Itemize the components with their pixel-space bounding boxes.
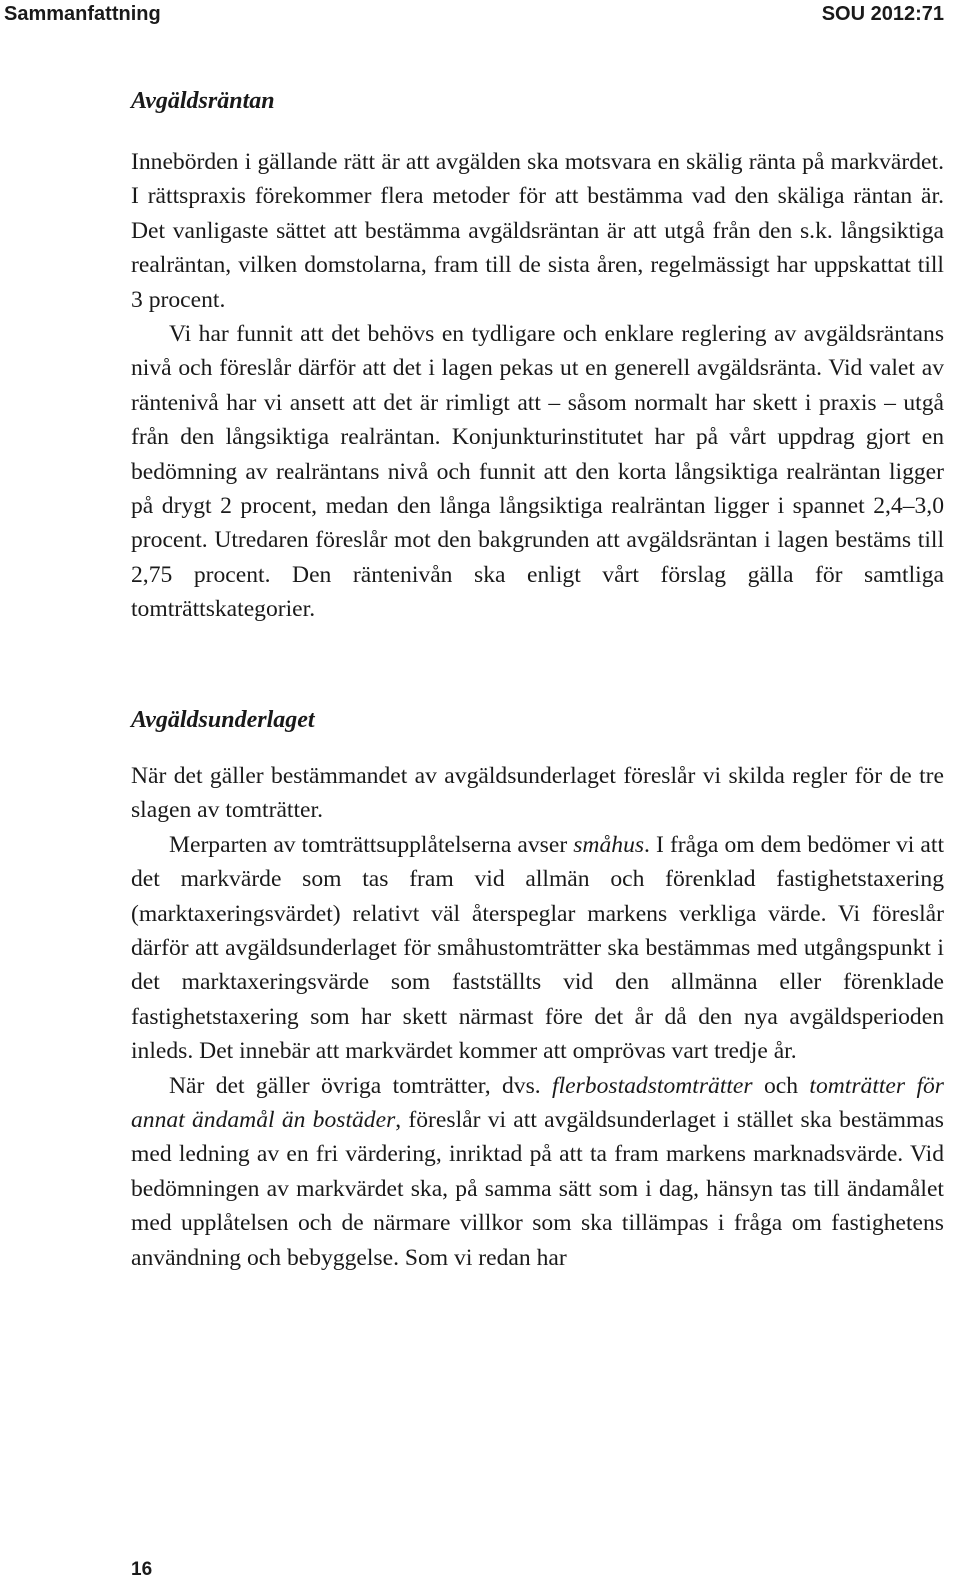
header-document-id: SOU 2012:71 <box>821 3 944 25</box>
emphasis-text: flerbostadstomträtter <box>552 1072 753 1099</box>
header-section-title: Sammanfattning <box>4 3 161 25</box>
section-heading: Avgäldsräntan <box>131 88 275 114</box>
emphasis-text: småhus <box>573 831 645 858</box>
paragraph-text: När det gäller övriga tomträtter, dvs. <box>169 1072 553 1099</box>
section-avgaldsunderlaget <box>131 705 944 1275</box>
section-heading: Avgäldsunderlaget <box>131 707 315 733</box>
paragraph: Innebörden i gällande rätt är att avgälden ska motsvara en skälig ränta på markvärdet. I rättspraxis förekommer flera metoder för att bestämma vad den skäliga räntan är. Det vanligaste sättet att bestämma avgäldsräntan är att utgå från den s.k. långsiktiga realräntan, vilken domstolarna, fram till de sista åren, regelmässigt har uppskattat till 3 procent. <box>131 149 944 313</box>
paragraph <box>131 828 944 1069</box>
paragraph-text: , föreslår vi att avgäldsunderlaget i stället ska bestämmas med ledning av en fri värdering, inriktad på att ta fram markens marknadsvärde. Vid bedömningen av markvärdet ska, på samma sätt som i dag, hänsyn tas till ändamålet med upplåtelsen och de närmare villkor som ska tillämpas i fråga om fastighetens användning och bebyggelse. Som vi redan har <box>131 1107 944 1271</box>
paragraph-text: . I fråga om dem bedömer vi att det markvärde som tas fram vid allmän och förenklad fastighetstaxering (marktaxeringsvärdet) relativt väl återspeglar markens verkliga värde. Vi föreslår därför att avgäldsunderlaget för småhustomträtter ska bestämmas med utgångspunkt i det marktaxeringsvärde som fastställts vid den allmänna eller förenklade fastighetstaxering som har skett närmast före det år då den nya avgäldsperioden inleds. Det innebär att markvärdet kommer att omprövas vart tredje år. <box>131 831 944 1065</box>
paragraph: Vi har funnit att det behövs en tydligare och enklare reglering av avgäldsräntans nivå och föreslår därför att det i lagen pekas ut en generell avgäldsränta. Vid valet av räntenivå har vi ansett att det är rimligt att – såsom normalt har skett i praxis – utgå från den långsiktiga realräntan. Konjunkturinstitutet har på vårt uppdrag gjort en bedömning av realräntans nivå och funnit att den korta långsiktiga realräntan ligger på drygt 2 procent, medan den långa långsiktiga realräntan ligger i spannet 2,4–3,0 procent. Utredaren föreslår mot den bakgrunden att avgäldsräntan i lagen bestäms till 2,75 procent. Den räntenivån ska enligt vårt förslag gälla för samtliga tomträttskategorier. <box>131 321 944 623</box>
paragraph-text: och <box>752 1072 810 1099</box>
paragraph <box>131 1069 944 1275</box>
paragraph-text: Merparten av tomträttsupplåtelserna avser <box>169 831 574 858</box>
paragraph: När det gäller bestämmandet av avgäldsunderlaget föreslår vi skilda regler för de tre slagen av tomträtter. <box>131 763 944 824</box>
emphasis-text: tomträtter för annat ändamål än bostäder <box>131 1072 944 1134</box>
section-avgaldsrantan <box>131 86 944 627</box>
page-number: 16 <box>131 1559 153 1580</box>
